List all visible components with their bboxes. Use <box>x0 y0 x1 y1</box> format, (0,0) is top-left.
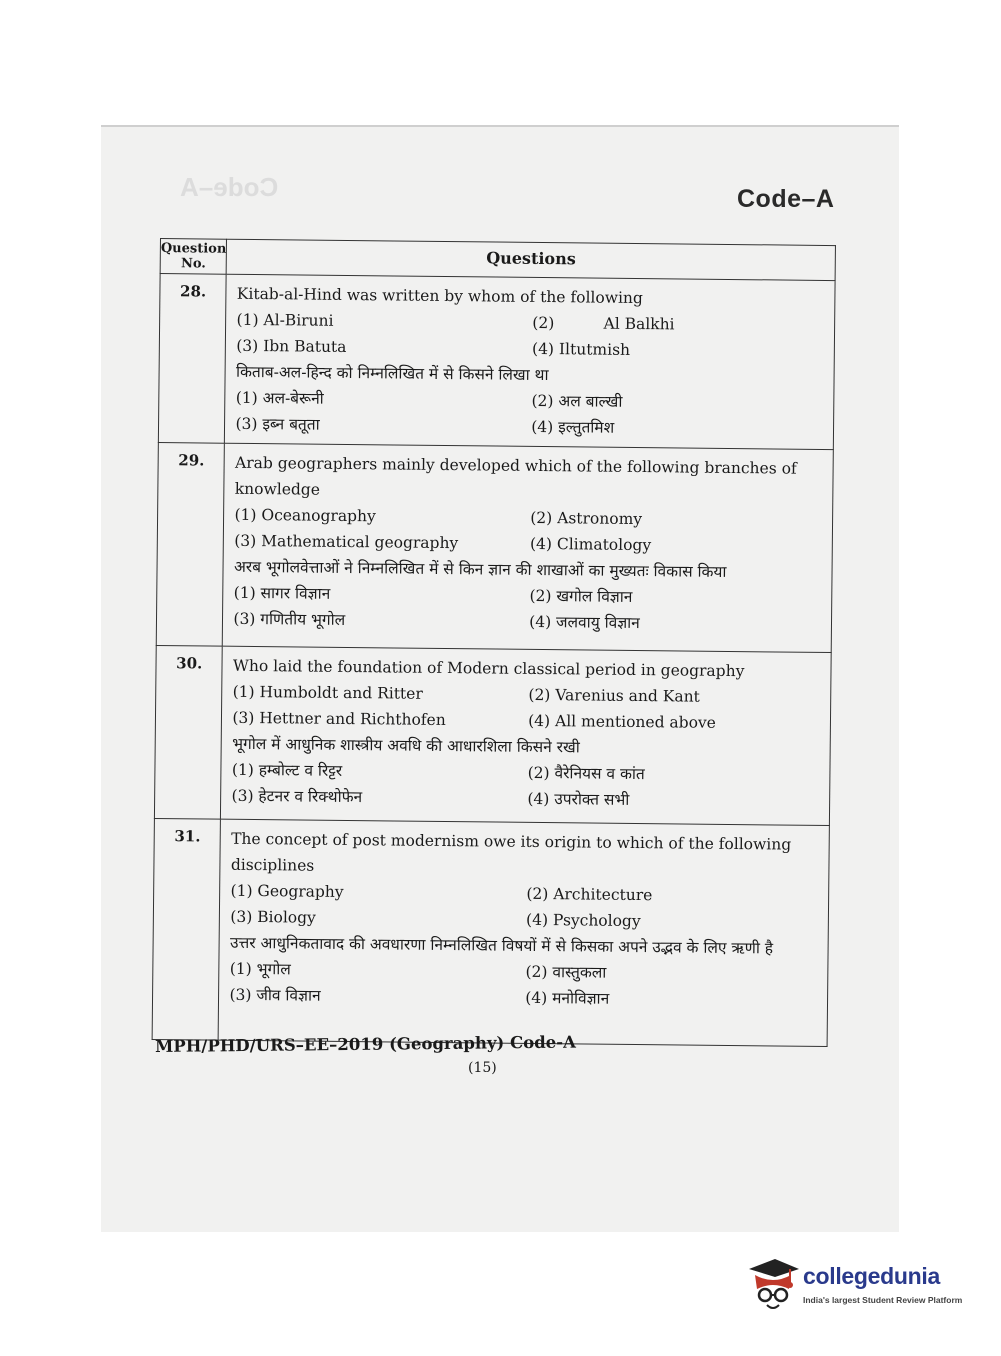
options-hi <box>233 580 825 638</box>
questions-table <box>152 238 836 1047</box>
question-number: 30. <box>154 645 222 819</box>
question-text-hi: किताब-अल-हिन्द को निम्नलिखित में से किसने लिखा था <box>235 362 549 385</box>
option: (1) Al-Biruni <box>236 310 334 330</box>
option: (2) वास्तुकला <box>525 962 607 982</box>
question-row <box>156 442 833 652</box>
question-text-hi: उत्तर आधुनिकतावाद की अवधारणा निम्नलिखित विषयों में से किसका अपने उद्भव के लिए ऋणी है <box>229 933 774 958</box>
options-en <box>236 307 828 365</box>
option: (1) Oceanography <box>234 505 376 526</box>
question-number: 31. <box>152 818 221 1040</box>
question-text-en: Who laid the foundation of Modern classical period in geography <box>232 656 745 681</box>
option: (2) वैरेनियस व कांत <box>527 763 645 784</box>
option: (1) सागर विज्ञान <box>233 583 331 603</box>
question-text-hi: अरब भूगोलवेत्ताओं ने निम्नलिखित में से किन ज्ञान की शाखाओं का मुख्यतः विकास किया <box>233 557 727 581</box>
question-number: 29. <box>156 442 225 646</box>
option: (4) Iltutmish <box>531 339 631 359</box>
option: (1) भूगोल <box>229 959 291 979</box>
option: (4) जलवायु विज्ञान <box>529 612 640 633</box>
options-en <box>230 878 822 936</box>
question-body <box>219 819 830 1046</box>
option: (2) Astronomy <box>530 508 643 529</box>
options-en <box>232 679 824 737</box>
option: (1) Humboldt and Ritter <box>232 682 423 703</box>
options-en <box>234 502 826 560</box>
question-number: 28. <box>158 274 226 444</box>
collegedunia-logo <box>745 1255 975 1315</box>
option: (2) Varenius and Kant <box>528 685 700 706</box>
option: (3) गणितीय भूगोल <box>233 609 346 629</box>
question-row <box>152 818 829 1046</box>
paper-code: Code–A <box>737 185 835 213</box>
question-body <box>223 443 834 652</box>
question-row <box>158 274 835 450</box>
option: (3) जीव विज्ञान <box>229 985 321 1005</box>
exam-footer: MPH/PHD/URS–EE–2019 (Geography) Code-A <box>155 1032 576 1056</box>
option: (4) इल्तुतमिश <box>531 417 615 437</box>
question-body <box>221 646 831 825</box>
option: (3) इब्न बतूता <box>235 414 320 434</box>
option: (4) All mentioned above <box>528 711 716 732</box>
question-text-hi: भूगोल में आधुनिक शास्त्रीय अवधि की आधारशिला किसने रखी <box>232 734 580 757</box>
option: (1) Geography <box>230 881 344 901</box>
option: (4) Psychology <box>526 910 641 931</box>
graduate-mascot-icon <box>745 1255 801 1315</box>
option: (2) Al Balkhi <box>532 313 675 334</box>
option: (4) उपरोक्त सभी <box>527 789 630 809</box>
logo-wordmark: collegedunia <box>803 1263 940 1289</box>
option: (3) Hettner and Richthofen <box>232 708 446 730</box>
option: (1) हम्बोल्ट व रिट्टर <box>231 760 343 780</box>
option: (4) मनोविज्ञान <box>525 988 610 1008</box>
question-body <box>225 274 835 449</box>
question-text-en: The concept of post modernism owe its origin to which of the following disciplines <box>230 829 792 875</box>
options-hi <box>231 757 823 815</box>
option: (3) Mathematical geography <box>234 531 459 553</box>
options-hi <box>229 956 821 1014</box>
option: (2) खगोल विज्ञान <box>529 586 633 606</box>
option: (1) अल-बेरूनी <box>235 388 324 408</box>
option: (3) Biology <box>230 907 316 927</box>
option: (4) Climatology <box>529 534 652 555</box>
question-text-en: Arab geographers mainly developed which of the following branches of knowledge <box>234 453 797 499</box>
column-header-question-no: Question No. <box>160 239 227 275</box>
logo-tagline: India's largest Student Review Platform <box>803 1295 963 1305</box>
column-header-questions: Questions <box>227 239 836 280</box>
options-hi <box>235 385 827 443</box>
mirror-code-ghost: Code–A <box>180 172 279 202</box>
page-number: (15) <box>468 1060 497 1076</box>
option: (3) हेटनर व रिक्थोफेन <box>231 786 363 807</box>
option: (2) Architecture <box>526 884 653 905</box>
question-row <box>154 645 831 825</box>
question-text-en: Kitab-al-Hind was written by whom of the following <box>236 284 643 308</box>
option: (2) अल बाल्खी <box>531 391 623 411</box>
option: (3) Ibn Batuta <box>236 336 347 356</box>
